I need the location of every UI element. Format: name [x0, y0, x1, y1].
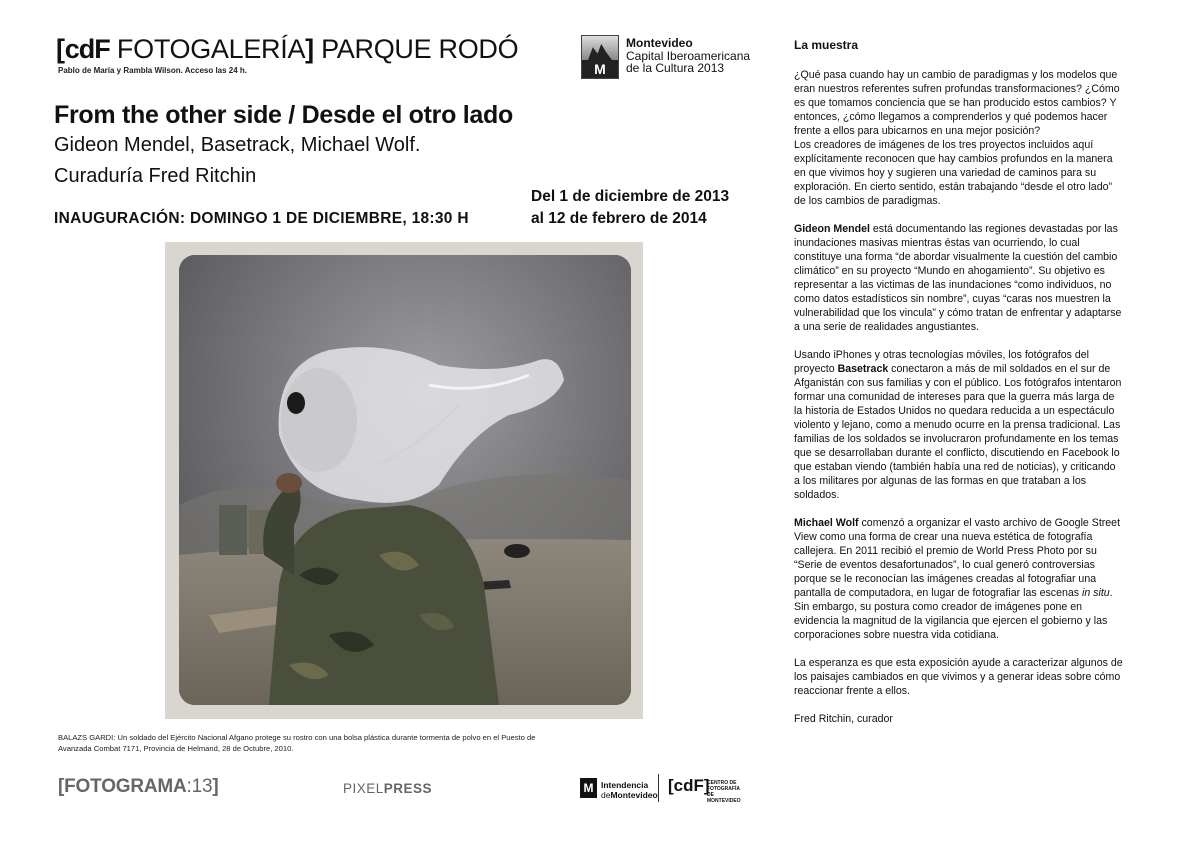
wolf-text-a: comenzó a organizar el vasto archivo de Google Street View como una forma de crear una nueva estética de fotografía callejera. En 2011 recibió el premio de World Press Photo por su “Serie de eventos desafortunados”, lo cual generó controversias porque se le reconocían las imágenes creadas al fotografiar una pantalla de computadora, en lugar de fotografiar las escenas	[794, 517, 1121, 599]
article-paragraph-closing: La esperanza es que esta exposición ayude a caracterizar algunos de los paisajes cambiados en que vivimos y a generar ideas sobre cómo reaccionar frente a ellos.	[794, 657, 1123, 697]
logo-bracket-open: [	[56, 34, 65, 64]
inauguration-line: INAUGURACIÓN: DOMINGO 1 DE DICIEMBRE, 18:30 H	[54, 210, 469, 227]
montevideo-capital-logo-icon	[581, 35, 619, 79]
wolf-text-b: . Sin embargo, su postura como creador de imágenes pone en evidencia la magnitud de la vigilancia que ejercen el gobierno y las corporaciones sobre nuestra vida cotidiana.	[794, 587, 1113, 641]
capital-badge-text	[626, 37, 750, 75]
dates-line1: Del 1 de diciembre de 2013	[531, 188, 730, 205]
fotograma-logo	[58, 776, 219, 798]
soldier-illustration	[179, 255, 631, 705]
capital-badge-line3: de la Cultura 2013	[626, 61, 725, 75]
curator-signature: Fred Ritchin, curador	[794, 713, 893, 725]
logo-bracket-close: ]	[305, 34, 314, 64]
fotograma-number: :13	[186, 776, 213, 797]
logo-place: PARQUE RODÓ	[321, 34, 519, 64]
montevideo-mark: M	[582, 60, 618, 78]
logo-fotogaleria: FOTOGALERÍA	[116, 34, 306, 64]
footer-divider	[658, 774, 659, 802]
exhibition-text	[794, 38, 1124, 740]
intendencia-de: de	[601, 790, 611, 800]
wolf-name: Michael Wolf	[794, 517, 859, 529]
article-heading: La muestra	[794, 38, 859, 52]
article-paragraph-2: Los creadores de imágenes de los tres proyectos incluidos aquí explícitamente reconocen que hay cambios profundos en la manera en que vivimos hoy y sugieren una variedad de caminos para su exploración. En cierto sentido, están trabajando “desde el otro lado” de los cambios de paradigmas.	[794, 139, 1113, 207]
photo-caption: BALAZS GARDI: Un soldado del Ejército Nacional Afgano protege su rostro con una bolsa plástica durante tormenta de polvo en el Puesto de Avanzada Combat 7171, Provincia de Helmand, 28 de Octubre, 2010.	[58, 733, 536, 753]
article-paragraph-mendel	[794, 222, 1124, 334]
mendel-name: Gideon Mendel	[794, 223, 870, 235]
logo-cdf: cdF	[64, 34, 110, 64]
artists-line: Gideon Mendel, Basetrack, Michael Wolf.	[54, 134, 421, 156]
curator-line: Curaduría Fred Ritchin	[54, 165, 257, 187]
soldier-photo	[179, 255, 631, 705]
basetrack-intro: Usando iPhones y otras tecnologías móviles, los fotógrafos del proyecto	[794, 349, 1090, 375]
fotogaleria-logo	[56, 34, 518, 65]
fotograma-bracket-open: [	[58, 776, 65, 797]
intendencia-logo-icon: M	[580, 778, 597, 798]
fotograma-bracket-close: ]	[212, 776, 219, 797]
article-paragraph-basetrack	[794, 348, 1124, 502]
basetrack-name: Basetrack	[837, 363, 889, 375]
basetrack-text: conectaron a más de mil soldados en el sur de Afganistán con sus familias y con el público. Los fotógrafos intentaron formar una comunidad de intereses para que la guerra más larga de la historia de Estados Unidos no quedara reducida a un espectáculo violento y lejano, como a menudo ocurre en la prensa tradicional. Las familias de los soldados se involucraron profundamente en los temas que se desarrollaban durante el conflicto, discutiendo en Facebook lo que estaban viendo (también había una red de noticias), y criticando a los militares por algunas de las formas en que trataban a los soldados.	[794, 363, 1122, 501]
exhibition-photo-frame	[165, 242, 643, 719]
capital-badge-line2: Capital Iberoamericana	[626, 48, 751, 63]
pixelpress-press: PRESS	[383, 781, 433, 796]
intendencia-montevideo: Montevideo	[610, 790, 658, 800]
exhibition-dates	[531, 186, 729, 230]
capital-badge-line1: Montevideo	[626, 36, 693, 50]
pixelpress-logo	[343, 781, 432, 796]
cdf-footer-text: CENTRO DE FOTOGRAFÍA DE MONTEVIDEO	[707, 780, 741, 804]
pixelpress-pixel: PIXEL	[343, 781, 384, 796]
fotograma-name: FOTOGRAMA	[64, 776, 187, 797]
mendel-text: está documentando las regiones devastadas por las inundaciones masivas mientras éstas van ocurriendo, lo cual constituye una forma “de abordar visualmente la cuestión del cambio climático” en su proyecto “Mundo en ahogamiento”. Su objetivo es representar a las victimas de las inundaciones “como individuos, no como datos estadísticos sin nombre”, cuyas “caras nos muestren la vulnerabilidad que los vincula” y cómo tratan de enfrentar y adaptarse a una serie de realidades angustiantes.	[794, 223, 1122, 333]
wolf-in-situ: in situ	[1081, 587, 1110, 599]
article-paragraph-1: ¿Qué pasa cuando hay un cambio de paradigmas y los modelos que eran nuestros referentes sufren profundas transformaciones? ¿Cómo es que tomamos conciencia que se han producido estos cambios? Y entonces, ¿cómo llegamos a comprenderlos y qué podemos hacer frente a ellos para ubicarnos en una mejor posición?	[794, 69, 1120, 137]
exhibition-title: From the other side / Desde el otro lado	[54, 101, 513, 129]
article-paragraph-wolf	[794, 516, 1124, 642]
venue-address: Pablo de María y Rambla Wilson. Acceso las 24 h.	[58, 66, 248, 75]
intendencia-logo-text	[601, 780, 658, 800]
cdf-footer-logo: [cdF]	[668, 776, 710, 795]
intendencia-line1: Intendencia	[601, 780, 649, 790]
dates-line2: al 12 de febrero de 2014	[531, 210, 707, 227]
